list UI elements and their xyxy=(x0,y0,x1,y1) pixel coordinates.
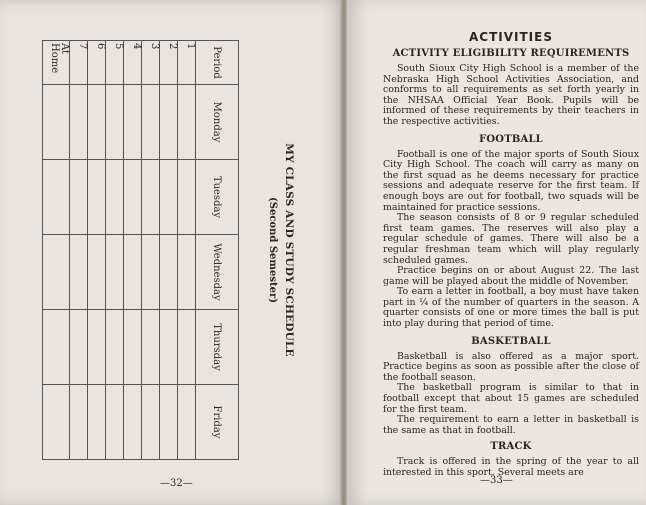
column-header-wednesday: Wednesday xyxy=(196,235,239,310)
column-header-thursday: Thursday xyxy=(196,310,239,385)
schedule-cell xyxy=(106,310,124,385)
paragraph: The basketball program is similar to that in football except that about 15 games are scheduled for the first team. xyxy=(383,382,639,415)
schedule-cell xyxy=(142,85,160,160)
schedule-cell xyxy=(70,160,88,235)
table-row xyxy=(43,41,70,460)
schedule-cell xyxy=(160,385,178,460)
class-schedule xyxy=(49,40,295,460)
table-row xyxy=(88,41,106,460)
schedule-cell xyxy=(43,385,70,460)
schedule-cell xyxy=(178,385,196,460)
section-title-football: FOOTBALL xyxy=(479,133,543,145)
period-label: 6 xyxy=(88,41,106,85)
table-row xyxy=(142,41,160,460)
schedule-cell xyxy=(160,310,178,385)
paragraph: Basketball is also offered as a major sport. Practice begins as soon as possible after the close of the football season. xyxy=(383,350,639,383)
table-row xyxy=(160,41,178,460)
period-label: At Home xyxy=(43,41,70,85)
schedule-subtitle: (Second Semester) xyxy=(267,197,278,303)
schedule-cell xyxy=(70,235,88,310)
period-label: 4 xyxy=(124,41,142,85)
period-label: 3 xyxy=(142,41,160,85)
column-header-monday: Monday xyxy=(196,85,239,160)
page-heading: ACTIVITIES xyxy=(469,30,553,44)
schedule-cell xyxy=(142,235,160,310)
schedule-cell xyxy=(88,160,106,235)
schedule-cell xyxy=(124,160,142,235)
activities-column xyxy=(383,30,639,479)
schedule-cell xyxy=(70,385,88,460)
schedule-cell xyxy=(106,235,124,310)
schedule-cell xyxy=(178,85,196,160)
paragraph: The season consists of 8 or 9 regular scheduled first team games. The reserves will also play a regular schedule of games. There will also be a regular freshman team which will play regularly scheduled games. xyxy=(383,212,639,266)
paragraph: The requirement to earn a letter in basketball is the same as that in football. xyxy=(383,414,639,436)
table-row xyxy=(124,41,142,460)
schedule-cell xyxy=(106,160,124,235)
schedule-cell xyxy=(160,235,178,310)
paragraph: South Sioux City High School is a member of the Nebraska High School Activities Association, and conforms to all requirements as set forth yearly in the NHSAA Official Year Book. Pupils will be informed of these requirements by their teachers in the respective activities. xyxy=(383,63,639,127)
schedule-title: MY CLASS AND STUDY SCHEDULE xyxy=(283,143,295,357)
schedule-cell xyxy=(142,385,160,460)
table-row xyxy=(178,41,196,460)
schedule-cell xyxy=(88,385,106,460)
page-number-right: —33— xyxy=(480,475,513,486)
schedule-cell xyxy=(178,235,196,310)
schedule-cell xyxy=(124,310,142,385)
schedule-cell xyxy=(43,85,70,160)
schedule-cell xyxy=(124,385,142,460)
period-label: 5 xyxy=(106,41,124,85)
schedule-cell xyxy=(106,85,124,160)
schedule-cell xyxy=(88,85,106,160)
table-row xyxy=(106,41,124,460)
schedule-cell xyxy=(160,85,178,160)
page-number-left: —32— xyxy=(160,478,193,489)
column-header-period: Period xyxy=(196,41,239,85)
section-title-eligibility: ACTIVITY ELIGIBILITY REQUIREMENTS xyxy=(392,48,630,59)
schedule-cell xyxy=(124,85,142,160)
schedule-cell xyxy=(124,235,142,310)
schedule-cell xyxy=(178,160,196,235)
schedule-cell xyxy=(142,160,160,235)
schedule-cell xyxy=(88,235,106,310)
paragraph: Practice begins on or about August 22. The last game will be played about the middle of November. xyxy=(383,265,639,287)
schedule-grid xyxy=(42,40,239,460)
period-label: 1 xyxy=(178,41,196,85)
table-row xyxy=(70,41,88,460)
schedule-cell xyxy=(70,310,88,385)
schedule-cell xyxy=(106,385,124,460)
schedule-cell xyxy=(88,310,106,385)
paragraph: To earn a letter in football, a boy must have taken part in ¼ of the number of quarters in the season. A quarter consists of one or more times the ball is put into play during that period of time. xyxy=(383,286,639,330)
column-header-tuesday: Tuesday xyxy=(196,160,239,235)
period-label: 7 xyxy=(70,41,88,85)
schedule-cell xyxy=(43,235,70,310)
schedule-cell xyxy=(70,85,88,160)
section-title-basketball: BASKETBALL xyxy=(471,335,551,347)
schedule-cell xyxy=(160,160,178,235)
paragraph: Track is offered in the spring of the year to all interested in this sport. Several meets are xyxy=(383,456,639,478)
schedule-cell xyxy=(142,310,160,385)
schedule-cell xyxy=(178,310,196,385)
schedule-cell xyxy=(43,310,70,385)
column-header-friday: Friday xyxy=(196,385,239,460)
schedule-cell xyxy=(43,160,70,235)
paragraph: Football is one of the major sports of South Sioux City High School. The coach will carry as many on the first squad as he deems necessary for practice sessions and adequate reserve for the first team. If enough boys are out for football, two squads will be maintained for practice sessions. xyxy=(383,148,639,213)
section-title-track: TRACK xyxy=(490,441,532,453)
period-label: 2 xyxy=(160,41,178,85)
